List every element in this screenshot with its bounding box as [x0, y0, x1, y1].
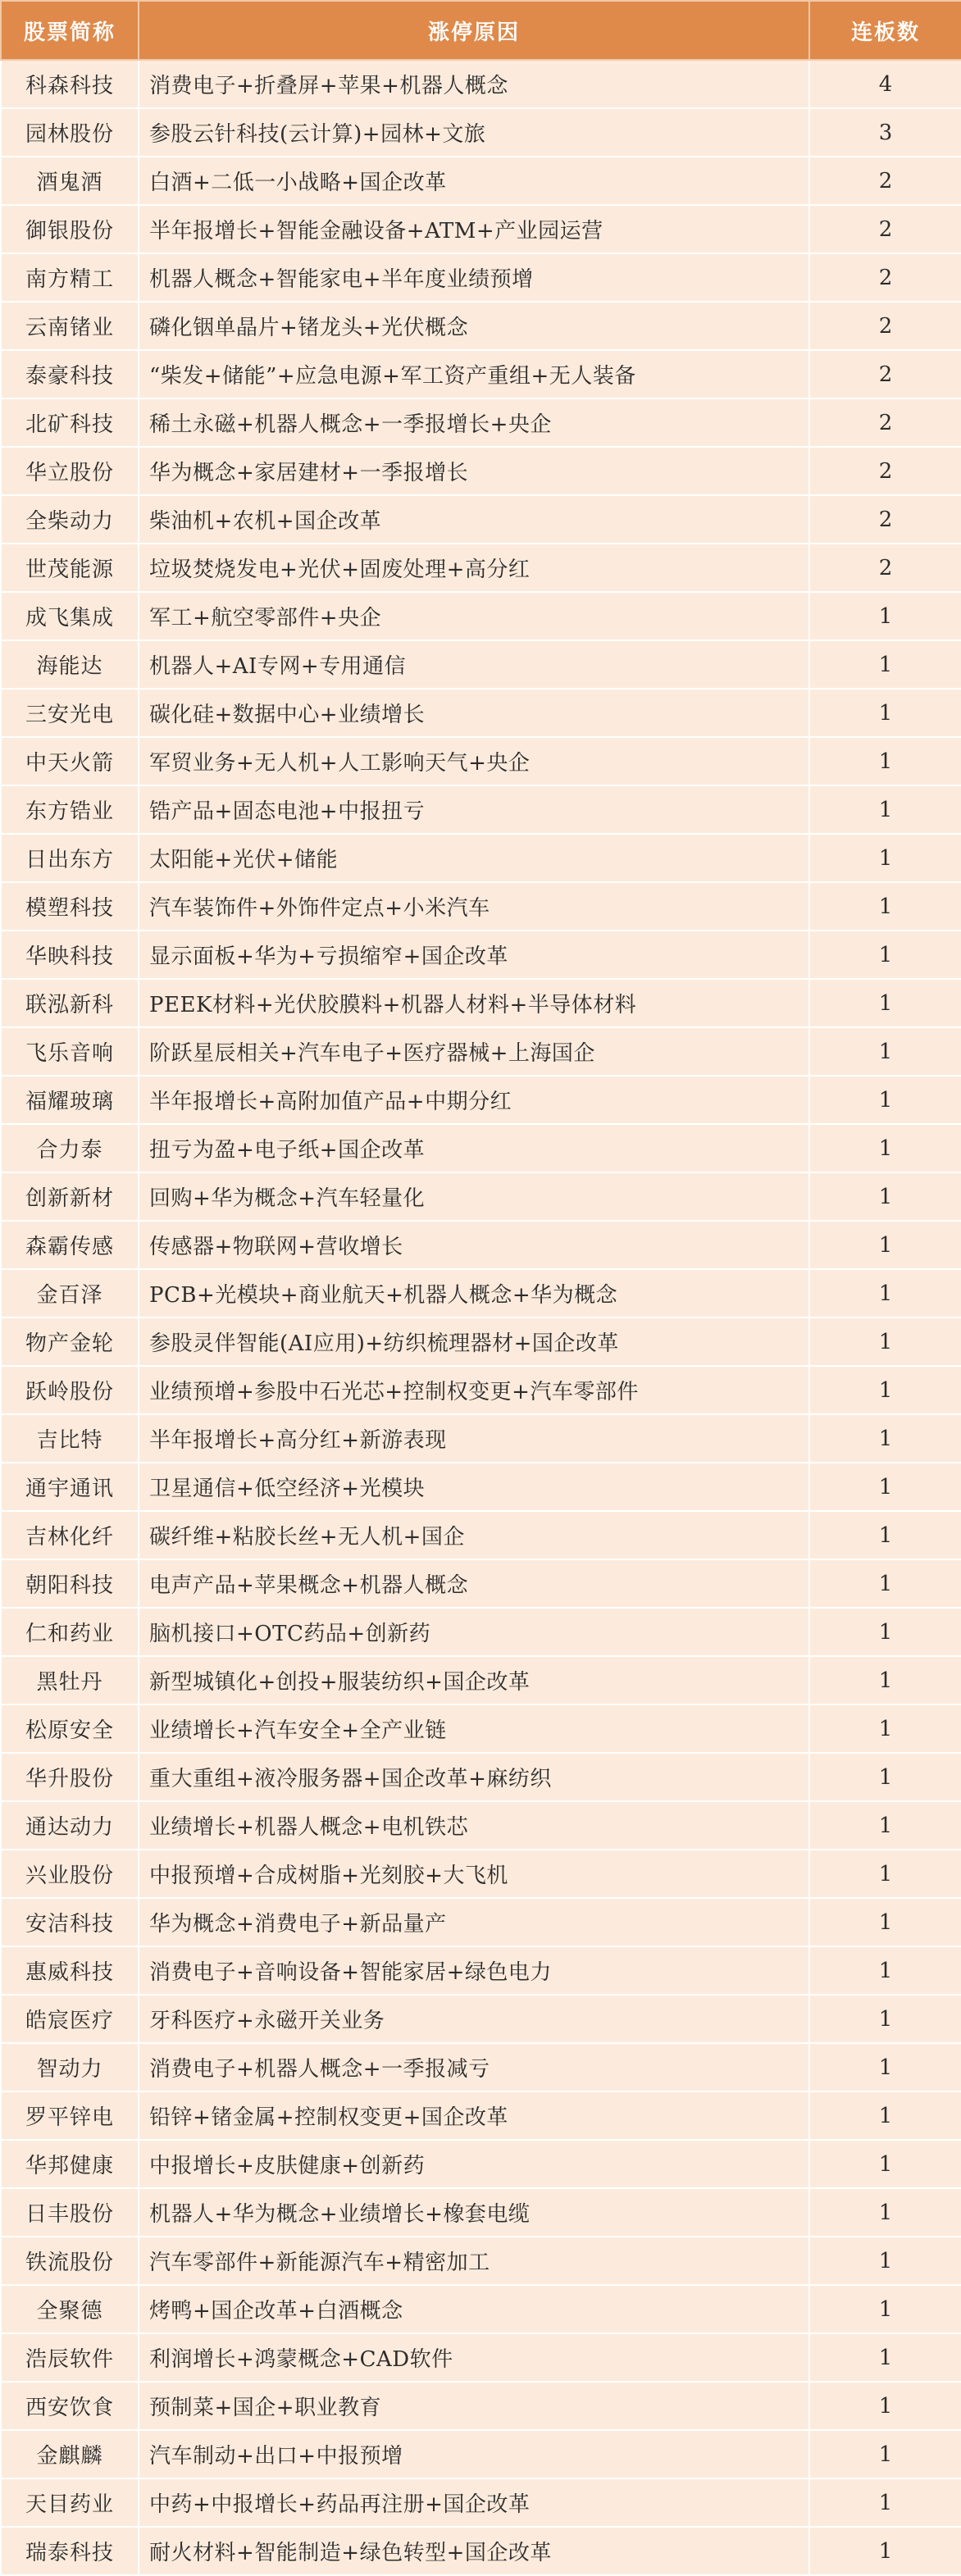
stock-name-cell: 泰豪科技 — [1, 350, 139, 398]
consecutive-boards-cell: 2 — [809, 157, 961, 205]
stock-name-cell: 东方锆业 — [1, 785, 139, 834]
stock-name-cell: 云南锗业 — [1, 302, 139, 350]
stock-name-cell: 物产金轮 — [1, 1318, 139, 1366]
stock-name-cell: 天目药业 — [1, 2478, 139, 2527]
table-row — [1, 834, 961, 882]
table-row — [1, 2091, 961, 2140]
table-row — [1, 447, 961, 495]
stock-name-cell: 模塑科技 — [1, 882, 139, 931]
table-row — [1, 2237, 961, 2285]
stock-name-cell: 瑞泰科技 — [1, 2527, 139, 2575]
stock-name-cell: 日丰股份 — [1, 2188, 139, 2237]
stock-name-cell: 三安光电 — [1, 689, 139, 737]
consecutive-boards-cell: 1 — [809, 785, 961, 834]
table-row — [1, 1801, 961, 1850]
table-row — [1, 1753, 961, 1801]
table-row — [1, 398, 961, 447]
limit-up-reason-cell: 锆产品+固态电池+中报扭亏 — [139, 785, 809, 834]
table-row — [1, 785, 961, 834]
consecutive-boards-cell: 1 — [809, 2091, 961, 2140]
consecutive-boards-cell: 1 — [809, 1124, 961, 1172]
limit-up-reason-cell: 业绩增长+汽车安全+全产业链 — [139, 1704, 809, 1753]
stock-name-cell: 园林股份 — [1, 108, 139, 157]
table-row — [1, 2140, 961, 2188]
stock-name-cell: 罗平锌电 — [1, 2091, 139, 2140]
limit-up-reason-cell: 军贸业务+无人机+人工影响天气+央企 — [139, 737, 809, 785]
table-row — [1, 931, 961, 979]
limit-up-reason-cell: 半年报增长+高分红+新游表现 — [139, 1414, 809, 1463]
table-row — [1, 108, 961, 157]
stock-name-cell: 安洁科技 — [1, 1898, 139, 1946]
consecutive-boards-cell: 1 — [809, 1318, 961, 1366]
limit-up-reason-cell: “柴发+储能”+应急电源+军工资产重组+无人装备 — [139, 350, 809, 398]
limit-up-reason-cell: 中药+中报增长+药品再注册+国企改革 — [139, 2478, 809, 2527]
table-row — [1, 1366, 961, 1414]
limit-up-reason-cell: 军工+航空零部件+央企 — [139, 592, 809, 640]
stock-name-cell: 酒鬼酒 — [1, 157, 139, 205]
stock-name-cell: 合力泰 — [1, 1124, 139, 1172]
stock-name-cell: 全聚德 — [1, 2285, 139, 2333]
table-row — [1, 1172, 961, 1221]
table-row — [1, 2478, 961, 2527]
header-stock-name: 股票简称 — [1, 1, 139, 60]
consecutive-boards-cell: 1 — [809, 2237, 961, 2285]
stock-name-cell: 金百泽 — [1, 1269, 139, 1318]
table-row — [1, 1463, 961, 1511]
consecutive-boards-cell: 1 — [809, 689, 961, 737]
limit-up-reason-cell: 消费电子+折叠屏+苹果+机器人概念 — [139, 60, 809, 108]
limit-up-reason-cell: 白酒+二低一小战略+国企改革 — [139, 157, 809, 205]
consecutive-boards-cell: 1 — [809, 2430, 961, 2478]
stock-name-cell: 智动力 — [1, 2043, 139, 2091]
consecutive-boards-cell: 2 — [809, 398, 961, 447]
consecutive-boards-cell: 2 — [809, 495, 961, 544]
stock-name-cell: 御银股份 — [1, 205, 139, 253]
limit-up-reason-cell: 参股云针科技(云计算)+园林+文旅 — [139, 108, 809, 157]
consecutive-boards-cell: 1 — [809, 1269, 961, 1318]
stock-name-cell: 朝阳科技 — [1, 1559, 139, 1608]
limit-up-reason-cell: 牙科医疗+永磁开关业务 — [139, 1995, 809, 2043]
table-row — [1, 302, 961, 350]
table-row — [1, 2043, 961, 2091]
consecutive-boards-cell: 3 — [809, 108, 961, 157]
consecutive-boards-cell: 1 — [809, 2527, 961, 2575]
stock-name-cell: 松原安全 — [1, 1704, 139, 1753]
stock-name-cell: 仁和药业 — [1, 1608, 139, 1656]
limit-up-reason-cell: 垃圾焚烧发电+光伏+固废处理+高分红 — [139, 544, 809, 592]
table-row — [1, 544, 961, 592]
limit-up-reason-cell: 电声产品+苹果概念+机器人概念 — [139, 1559, 809, 1608]
table-row — [1, 1995, 961, 2043]
consecutive-boards-cell: 2 — [809, 253, 961, 302]
consecutive-boards-cell: 1 — [809, 1172, 961, 1221]
limit-up-reason-cell: 半年报增长+智能金融设备+ATM+产业园运营 — [139, 205, 809, 253]
limit-up-reason-cell: 柴油机+农机+国企改革 — [139, 495, 809, 544]
stock-name-cell: 通宇通讯 — [1, 1463, 139, 1511]
header-row — [1, 1, 961, 60]
consecutive-boards-cell: 1 — [809, 1027, 961, 1076]
table-row — [1, 737, 961, 785]
stock-name-cell: 华邦健康 — [1, 2140, 139, 2188]
stock-name-cell: 浩辰软件 — [1, 2333, 139, 2382]
limit-up-reason-cell: 阶跃星辰相关+汽车电子+医疗器械+上海国企 — [139, 1027, 809, 1076]
table-row — [1, 205, 961, 253]
consecutive-boards-cell: 1 — [809, 1753, 961, 1801]
stock-name-cell: 成飞集成 — [1, 592, 139, 640]
table-row — [1, 1704, 961, 1753]
limit-up-reason-cell: 稀土永磁+机器人概念+一季报增长+央企 — [139, 398, 809, 447]
consecutive-boards-cell: 1 — [809, 979, 961, 1027]
table-row — [1, 882, 961, 931]
consecutive-boards-cell: 1 — [809, 737, 961, 785]
limit-up-reason-cell: 半年报增长+高附加值产品+中期分红 — [139, 1076, 809, 1124]
limit-up-reason-cell: 汽车制动+出口+中报预增 — [139, 2430, 809, 2478]
consecutive-boards-cell: 1 — [809, 882, 961, 931]
table-row — [1, 1898, 961, 1946]
consecutive-boards-cell: 1 — [809, 1366, 961, 1414]
limit-up-reason-cell: 扭亏为盈+电子纸+国企改革 — [139, 1124, 809, 1172]
table-row — [1, 253, 961, 302]
table-row — [1, 1318, 961, 1366]
limit-up-reason-cell: 机器人+华为概念+业绩增长+橡套电缆 — [139, 2188, 809, 2237]
consecutive-boards-cell: 1 — [809, 2285, 961, 2333]
stock-name-cell: 吉比特 — [1, 1414, 139, 1463]
limit-up-reason-cell: PCB+光模块+商业航天+机器人概念+华为概念 — [139, 1269, 809, 1318]
consecutive-boards-cell: 1 — [809, 1898, 961, 1946]
table-header — [1, 1, 961, 60]
stock-name-cell: 中天火箭 — [1, 737, 139, 785]
table-row — [1, 60, 961, 108]
table-row — [1, 1946, 961, 1995]
consecutive-boards-cell: 4 — [809, 60, 961, 108]
consecutive-boards-cell: 1 — [809, 1076, 961, 1124]
limit-up-reason-cell: 参股灵伴智能(AI应用)+纺织梳理器材+国企改革 — [139, 1318, 809, 1366]
stock-name-cell: 金麒麟 — [1, 2430, 139, 2478]
limit-up-reason-cell: 华为概念+家居建材+一季报增长 — [139, 447, 809, 495]
table-row — [1, 2333, 961, 2382]
stock-name-cell: 西安饮食 — [1, 2382, 139, 2430]
limit-up-reason-cell: 碳纤维+粘胶长丝+无人机+国企 — [139, 1511, 809, 1559]
consecutive-boards-cell: 1 — [809, 2478, 961, 2527]
stock-name-cell: 兴业股份 — [1, 1850, 139, 1898]
consecutive-boards-cell: 1 — [809, 2140, 961, 2188]
stock-name-cell: 南方精工 — [1, 253, 139, 302]
table-row — [1, 157, 961, 205]
limit-up-reason-cell: 华为概念+消费电子+新品量产 — [139, 1898, 809, 1946]
table-row — [1, 1559, 961, 1608]
limit-up-reason-cell: 碳化硅+数据中心+业绩增长 — [139, 689, 809, 737]
header-limit-up-reason: 涨停原因 — [139, 1, 809, 60]
limit-up-reason-cell: 中报预增+合成树脂+光刻胶+大飞机 — [139, 1850, 809, 1898]
stock-name-cell: 通达动力 — [1, 1801, 139, 1850]
consecutive-boards-cell: 2 — [809, 447, 961, 495]
consecutive-boards-cell: 1 — [809, 1511, 961, 1559]
limit-up-reason-cell: 新型城镇化+创投+服装纺织+国企改革 — [139, 1656, 809, 1704]
header-consecutive-boards: 连板数 — [809, 1, 961, 60]
table-row — [1, 1221, 961, 1269]
limit-up-reason-cell: 传感器+物联网+营收增长 — [139, 1221, 809, 1269]
table-row — [1, 2430, 961, 2478]
limit-up-reason-cell: 铅锌+锗金属+控制权变更+国企改革 — [139, 2091, 809, 2140]
limit-up-reason-cell: 机器人+AI专网+专用通信 — [139, 640, 809, 689]
table-row — [1, 689, 961, 737]
consecutive-boards-cell: 1 — [809, 2333, 961, 2382]
table-row — [1, 1124, 961, 1172]
table-row — [1, 2382, 961, 2430]
stock-name-cell: 跃岭股份 — [1, 1366, 139, 1414]
limit-up-reason-cell: 汽车零部件+新能源汽车+精密加工 — [139, 2237, 809, 2285]
consecutive-boards-cell: 1 — [809, 1221, 961, 1269]
limit-up-reason-cell: 磷化铟单晶片+锗龙头+光伏概念 — [139, 302, 809, 350]
table-row — [1, 1608, 961, 1656]
stock-name-cell: 日出东方 — [1, 834, 139, 882]
consecutive-boards-cell: 1 — [809, 2188, 961, 2237]
stock-name-cell: 华立股份 — [1, 447, 139, 495]
stock-name-cell: 创新新材 — [1, 1172, 139, 1221]
stock-name-cell: 吉林化纤 — [1, 1511, 139, 1559]
limit-up-reason-cell: 利润增长+鸿蒙概念+CAD软件 — [139, 2333, 809, 2382]
stock-name-cell: 皓宸医疗 — [1, 1995, 139, 2043]
consecutive-boards-cell: 1 — [809, 1704, 961, 1753]
limit-up-reason-cell: 消费电子+音响设备+智能家居+绿色电力 — [139, 1946, 809, 1995]
stock-name-cell: 华映科技 — [1, 931, 139, 979]
consecutive-boards-cell: 1 — [809, 1946, 961, 1995]
limit-up-reason-cell: 太阳能+光伏+储能 — [139, 834, 809, 882]
consecutive-boards-cell: 1 — [809, 592, 961, 640]
stock-name-cell: 全柴动力 — [1, 495, 139, 544]
table-row — [1, 592, 961, 640]
consecutive-boards-cell: 1 — [809, 1995, 961, 2043]
stock-name-cell: 飞乐音响 — [1, 1027, 139, 1076]
table-row — [1, 1511, 961, 1559]
consecutive-boards-cell: 1 — [809, 1850, 961, 1898]
consecutive-boards-cell: 1 — [809, 1414, 961, 1463]
table-row — [1, 1850, 961, 1898]
table-row — [1, 640, 961, 689]
table-row — [1, 2188, 961, 2237]
limit-up-reason-cell: 卫星通信+低空经济+光模块 — [139, 1463, 809, 1511]
stock-name-cell: 铁流股份 — [1, 2237, 139, 2285]
consecutive-boards-cell: 1 — [809, 1801, 961, 1850]
limit-up-reason-cell: 显示面板+华为+亏损缩窄+国企改革 — [139, 931, 809, 979]
consecutive-boards-cell: 1 — [809, 834, 961, 882]
table-row — [1, 1027, 961, 1076]
limit-up-reason-cell: 脑机接口+OTC药品+创新药 — [139, 1608, 809, 1656]
limit-up-reason-cell: 机器人概念+智能家电+半年度业绩预增 — [139, 253, 809, 302]
table-row — [1, 350, 961, 398]
limit-up-reason-cell: 汽车装饰件+外饰件定点+小米汽车 — [139, 882, 809, 931]
limit-up-reason-cell: 业绩预增+参股中石光芯+控制权变更+汽车零部件 — [139, 1366, 809, 1414]
consecutive-boards-cell: 1 — [809, 640, 961, 689]
consecutive-boards-cell: 1 — [809, 931, 961, 979]
table-row — [1, 1076, 961, 1124]
table-row — [1, 1269, 961, 1318]
table-row — [1, 495, 961, 544]
stock-name-cell: 惠威科技 — [1, 1946, 139, 1995]
limit-up-reason-cell: PEEK材料+光伏胶膜料+机器人材料+半导体材料 — [139, 979, 809, 1027]
table-row — [1, 2285, 961, 2333]
stock-name-cell: 福耀玻璃 — [1, 1076, 139, 1124]
stock-name-cell: 世茂能源 — [1, 544, 139, 592]
limit-up-reason-cell: 预制菜+国企+职业教育 — [139, 2382, 809, 2430]
table-row — [1, 979, 961, 1027]
consecutive-boards-cell: 1 — [809, 1608, 961, 1656]
consecutive-boards-cell: 1 — [809, 1656, 961, 1704]
limit-up-reason-cell: 中报增长+皮肤健康+创新药 — [139, 2140, 809, 2188]
limit-up-reason-cell: 烤鸭+国企改革+白酒概念 — [139, 2285, 809, 2333]
consecutive-boards-cell: 1 — [809, 2382, 961, 2430]
consecutive-boards-cell: 1 — [809, 1559, 961, 1608]
stock-name-cell: 海能达 — [1, 640, 139, 689]
consecutive-boards-cell: 2 — [809, 205, 961, 253]
table-row — [1, 2527, 961, 2575]
table-row — [1, 1656, 961, 1704]
table-row — [1, 1414, 961, 1463]
limit-up-reason-cell: 回购+华为概念+汽车轻量化 — [139, 1172, 809, 1221]
limit-up-reason-cell: 消费电子+机器人概念+一季报减亏 — [139, 2043, 809, 2091]
limit-up-reason-cell: 耐火材料+智能制造+绿色转型+国企改革 — [139, 2527, 809, 2575]
stock-name-cell: 科森科技 — [1, 60, 139, 108]
consecutive-boards-cell: 1 — [809, 2043, 961, 2091]
table-body — [1, 60, 961, 2575]
consecutive-boards-cell: 1 — [809, 1463, 961, 1511]
limit-up-reason-cell: 业绩增长+机器人概念+电机铁芯 — [139, 1801, 809, 1850]
stock-name-cell: 联泓新科 — [1, 979, 139, 1027]
limit-up-reason-cell: 重大重组+液冷服务器+国企改革+麻纺织 — [139, 1753, 809, 1801]
consecutive-boards-cell: 2 — [809, 302, 961, 350]
stock-name-cell: 华升股份 — [1, 1753, 139, 1801]
stock-name-cell: 森霸传感 — [1, 1221, 139, 1269]
consecutive-boards-cell: 2 — [809, 350, 961, 398]
stock-name-cell: 北矿科技 — [1, 398, 139, 447]
consecutive-boards-cell: 2 — [809, 544, 961, 592]
stock-name-cell: 黑牡丹 — [1, 1656, 139, 1704]
